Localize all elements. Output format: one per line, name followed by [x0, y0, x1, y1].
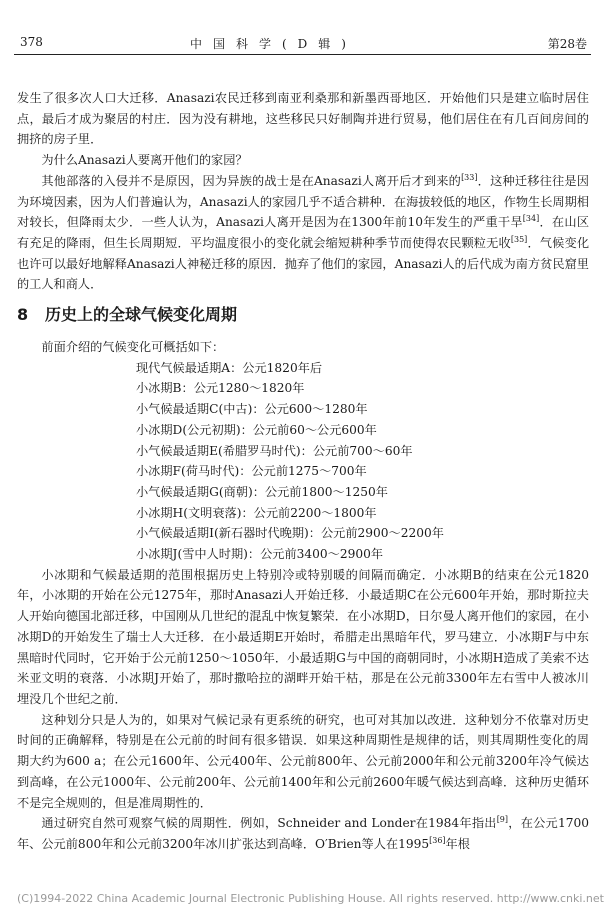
citation-9: [9] [496, 815, 509, 825]
period-item-c: 小气候最适期C(中古)：公元600～1280年 [136, 402, 368, 417]
observations-text-3: 年根 [445, 836, 470, 851]
observations-text-2: ，在公元1700年、公元前800年和公元前3200年冰川扩张达到高峰．O′Brien等人在1995 [17, 816, 589, 851]
header-rule [14, 54, 591, 55]
paragraph-periodicity: 这种划分只是人为的，如果对气候记录有更系统的研究，也可对其加以改进．这种划分不依靠对历史时间的正确解释，特别是在公元前的时间有很多错误．如果这种周期性是规律的话，则其周期性变化的周期大约为600 a；在公元1600年、公元400年、公元前800年、公元前2000年和公元前3200年冷气候达到高峰，在公元1000年、公元前200年、公元前1400年和公元前2600年暖气候达到高峰．这种历史循环不是完全规则的，但是准周期性的． [17, 712, 589, 810]
period-item-g: 小气候最适期G(商朝)：公元前1800～1250年 [136, 484, 388, 499]
citation-35: [35] [510, 234, 528, 244]
copyright-watermark: (C)1994-2022 China Academic Journal Electronic Publishing House. All rights reserved. http://www.cnki.net [17, 892, 604, 905]
citation-33: [33] [461, 172, 478, 182]
volume-label: 第28卷 [547, 37, 587, 51]
paragraph-summary-intro: 前面介绍的气候变化可概括如下： [41, 340, 225, 355]
reasons-text-3: ．在山区有充足的降雨，但生长周期短．平均温度很小的变化就会缩短耕种季节而使得农民颗粒无收 [17, 215, 590, 250]
article-body [17, 88, 589, 855]
section-title: 历史上的全球气候变化周期 [45, 305, 238, 325]
page-number: 378 [20, 35, 43, 49]
section-heading [17, 301, 589, 329]
journal-title: 中国科学(D辑) [190, 37, 357, 51]
period-item-b: 小冰期B：公元1280～1820年 [136, 381, 305, 396]
citation-34: [34] [522, 214, 540, 224]
reasons-text-4: ．气候变化也许可以最好地解释Anasazi人神秘迁移的原因．抛弃了他们的家园，Anasazi人的后代成为南方贫民窟里的工人和商人． [17, 235, 590, 292]
page-header [0, 0, 605, 60]
climate-period-list [17, 358, 589, 565]
citation-36: [36] [429, 835, 446, 845]
reasons-text-2: ．这种迁移往往是因为环境因素，因为人们普遍认为，Anasazi人的家园几乎不适合耕种．在海拔较低的地区，作物生长周期相对较长，但降雨太少．一些人认为，Anasazi人离开是因为在1300年前10年发生的严重干旱 [17, 173, 589, 230]
period-item-h: 小冰期H(文明衰落)：公元前2200～1800年 [136, 505, 377, 520]
observations-text-1: 通过研究自然可观察气候的周期性．例如，Schneider and Londer在1984年指出 [41, 816, 497, 831]
period-item-a: 现代气候最适期A：公元1820年后 [136, 360, 323, 375]
period-item-j: 小冰期J(雪中人时期)：公元前3400～2900年 [136, 547, 384, 562]
period-item-d: 小冰期D(公元初期)：公元前60～公元600年 [136, 422, 377, 437]
paragraph-period-boundaries: 小冰期和气候最适期的范围根据历史上特别冷或特别暖的间隔而确定．小冰期B的结束在公元1820年，小冰期的开始在公元1275年，那时Anasazi人开始迁移．小最适期C在公元600年开始，那时斯拉夫人开始向德国北部迁移，中国刚从几世纪的混乱中恢复繁荣．在小冰期D，日尔曼人离开他们的家园，在小冰期D的开始发生了瑞士人大迁移．在小最适期E开始时，希腊走出黑暗年代，罗马建立．小冰期F与中东黑暗时代同时，它开始于公元前1250～1050年．小最适期G与中国的商朝同时，小冰期H造成了美索不达米亚文明的衰落．小冰期J开始了，那时撒哈拉的湖畔开始干枯，那是在公元前3300年左右雪中人被冰川埋没几个世纪之前． [17, 567, 589, 706]
paragraph-migration: 发生了很多次人口大迁移．Anasazi农民迁移到南亚利桑那和新墨西哥地区．开始他们只是建立临时居住点，最后才成为聚居的村庄．因为没有耕地，这些移民只好制陶并进行贸易，他们居住在有几百间房间的拥挤的房子里． [17, 91, 589, 147]
period-item-i: 小气候最适期I(新石器时代晚期)：公元前2900～2200年 [136, 526, 444, 541]
paragraph-observations [17, 813, 589, 854]
paragraph-reasons [17, 171, 589, 295]
period-item-e: 小气候最适期E(希腊罗马时代)：公元前700～60年 [136, 443, 413, 458]
reasons-text-1: 其他部落的入侵并不是原因，因为异族的战士是在Anasazi人离开后才到来的 [41, 173, 462, 188]
section-number: 8 [17, 305, 29, 325]
paragraph-question: 为什么Anasazi人要离开他们的家园？ [41, 153, 248, 168]
period-item-f: 小冰期F(荷马时代)：公元前1275～700年 [136, 464, 367, 479]
